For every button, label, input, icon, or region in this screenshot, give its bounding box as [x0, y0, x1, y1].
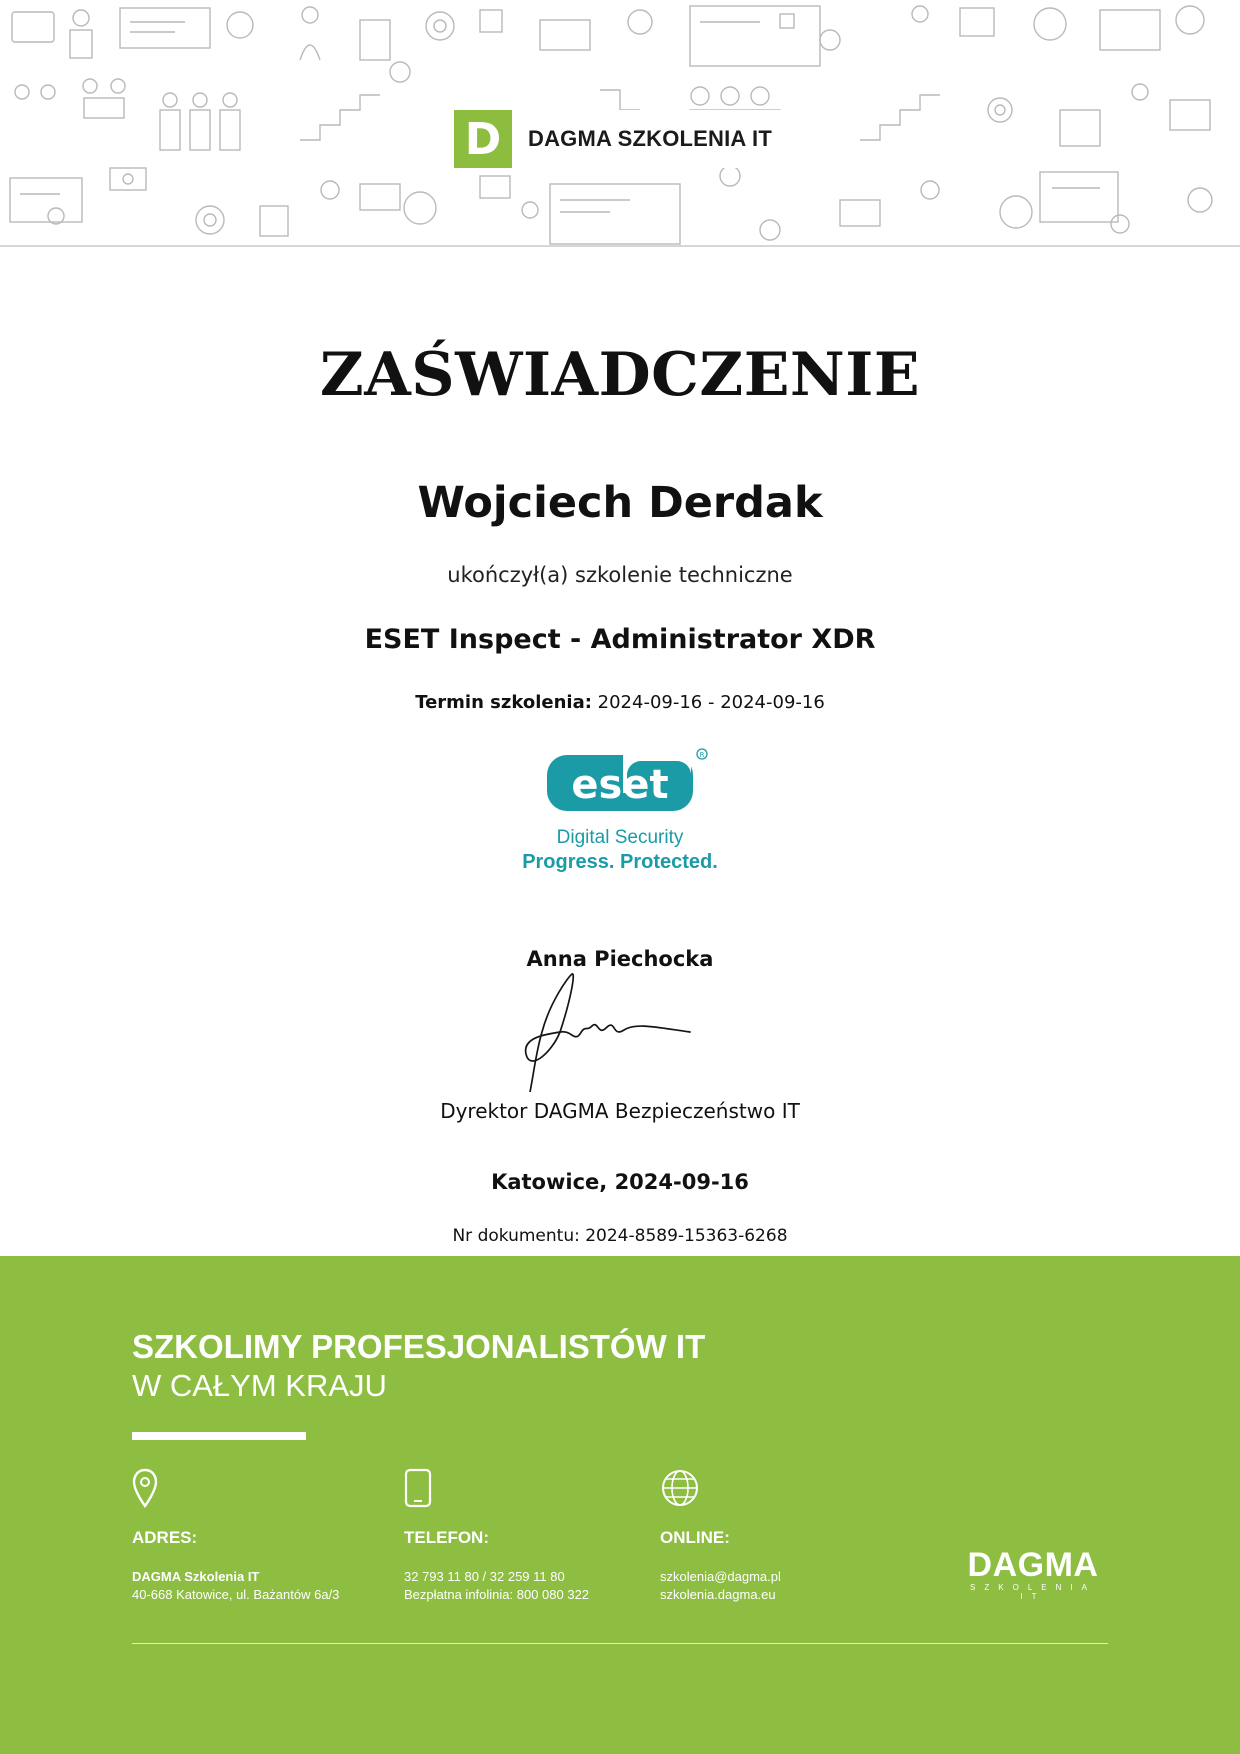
eset-logo: [510, 745, 730, 880]
certificate-title: ZAŚWIADCZENIE: [319, 340, 921, 410]
address-heading: ADRES:: [132, 1528, 198, 1547]
dagma-brand: [454, 110, 786, 168]
online-heading: ONLINE:: [660, 1528, 730, 1547]
course-name: ESET Inspect - Administrator XDR: [364, 624, 876, 655]
eset-tagline-1: Digital Security: [556, 827, 684, 848]
training-term: [0, 692, 1240, 713]
training-term-label: Termin szkolenia:: [415, 692, 592, 713]
location-pin-icon: [132, 1468, 158, 1512]
footer-phone-column: [404, 1468, 589, 1604]
eset-wordmark: eset: [571, 762, 669, 808]
footer-divider: [132, 1643, 1108, 1644]
globe-icon: [660, 1468, 700, 1512]
footer-address-column: [132, 1468, 339, 1604]
signer-name: Anna Piechocka: [526, 947, 714, 971]
recipient-name: Wojciech Derdak: [417, 478, 823, 528]
dagma-brand-name: DAGMA SZKOLENIA IT: [528, 126, 772, 151]
footer-logo-wordmark: DAGMA: [967, 1546, 1099, 1584]
completion-text: ukończył(a) szkolenie techniczne: [447, 563, 793, 587]
document-number: Nr dokumentu: 2024-8589-15363-6268: [452, 1226, 788, 1246]
online-email[interactable]: szkolenia@dagma.pl: [660, 1569, 781, 1584]
address-line-1: DAGMA Szkolenia IT: [132, 1569, 260, 1584]
eset-tagline-2: Progress. Protected.: [522, 851, 718, 873]
handwritten-signature: [520, 972, 720, 1092]
signer-role: Dyrektor DAGMA Bezpieczeństwo IT: [440, 1099, 800, 1123]
phone-line-1: 32 793 11 80 / 32 259 11 80: [404, 1569, 565, 1584]
footer-slogan-line-2: W CAŁYM KRAJU: [132, 1368, 387, 1403]
place-and-date: Katowice, 2024-09-16: [491, 1170, 749, 1194]
online-website[interactable]: szkolenia.dagma.eu: [660, 1587, 776, 1602]
header-pattern-band: [0, 0, 1240, 247]
address-line-2: 40-668 Katowice, ul. Bażantów 6a/3: [132, 1587, 340, 1602]
footer-slogan-line-1: SZKOLIMY PROFESJONALISTÓW IT: [132, 1328, 706, 1365]
training-term-value: 2024-09-16 - 2024-09-16: [597, 692, 825, 713]
footer-logo-subtitle: SZKOLENIA IT: [970, 1583, 1096, 1601]
phone-heading: TELEFON:: [404, 1528, 489, 1547]
footer-panel: [0, 1256, 1240, 1754]
footer-online-column: [660, 1468, 781, 1604]
phone-line-2: Bezpłatna infolinia: 800 080 322: [404, 1587, 590, 1602]
eset-wordmark-badge: [510, 745, 730, 825]
footer-slogan-underline: [132, 1432, 306, 1440]
dagma-logo-mark: D: [454, 110, 512, 168]
svg-text:R: R: [699, 751, 705, 759]
smartphone-icon: [404, 1468, 432, 1512]
footer-dagma-logo: [956, 1546, 1110, 1601]
